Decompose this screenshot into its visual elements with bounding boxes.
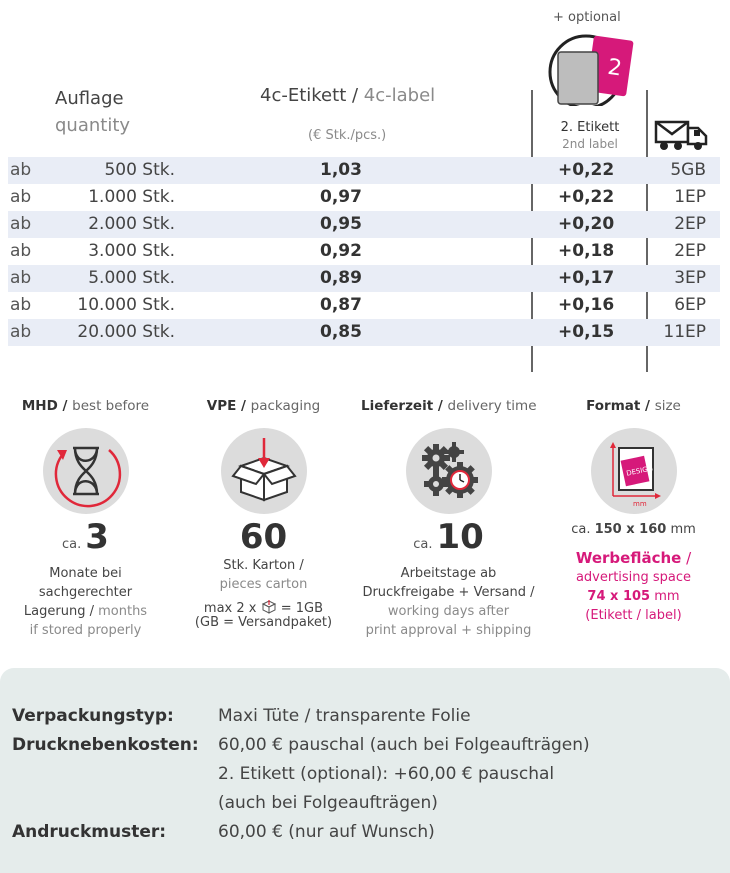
hourglass-svg-icon bbox=[43, 428, 129, 514]
delivery-value: ca. 10 bbox=[413, 517, 484, 557]
packaging-type-value: Maxi Tüte / transparente Folie bbox=[218, 706, 471, 726]
price-table bbox=[8, 157, 720, 346]
table-row: ab 500 Stk. 1,03 +0,22 5GB bbox=[8, 157, 720, 184]
vpe-title: VPE / packaging bbox=[206, 398, 321, 414]
mhd-title: MHD / best before bbox=[21, 398, 150, 414]
format-svg-icon bbox=[591, 428, 677, 514]
delivery-title: Lieferzeit / delivery time bbox=[361, 398, 537, 414]
mhd-value: ca. 3 bbox=[62, 517, 109, 557]
svg-text:mm: mm bbox=[632, 500, 647, 508]
gears-svg-icon bbox=[406, 428, 492, 514]
mhd-column bbox=[0, 398, 173, 640]
delivery-column bbox=[361, 398, 536, 640]
second-label-illustration-icon bbox=[546, 30, 638, 106]
format-column bbox=[546, 398, 721, 625]
gears-clock-icon bbox=[406, 428, 492, 514]
format-icon bbox=[591, 428, 677, 514]
details-box bbox=[0, 668, 730, 873]
table-row: ab 2.000 Stk. 0,95 +0,20 2EP bbox=[8, 211, 720, 238]
packaging-type-label: Verpackungstyp: bbox=[12, 706, 174, 726]
table-row: ab 5.000 Stk. 0,89 +0,17 3EP bbox=[8, 265, 720, 292]
mhd-description: Monate bei sachgerechter Lagerung / months if stored properly bbox=[23, 566, 148, 638]
delivery-description: Arbeitstage ab Druckfreigabe + Versand / working days after print approval + shipping bbox=[362, 566, 535, 638]
proof-label: Andruckmuster: bbox=[12, 822, 167, 842]
format-title: Format / size bbox=[586, 398, 681, 414]
quantity-header: Auflage bbox=[55, 88, 124, 109]
vpe-column bbox=[176, 398, 351, 630]
box-icon bbox=[221, 428, 307, 514]
vpe-value: 60 bbox=[239, 517, 288, 557]
table-row: ab 1.000 Stk. 0,97 +0,22 1EP bbox=[10, 187, 706, 207]
quantity-header-en: quantity bbox=[55, 115, 131, 136]
label-price-header: 4c-Etikett / 4c-label bbox=[260, 85, 436, 106]
proof-value: 60,00 € (nur auf Wunsch) bbox=[218, 822, 435, 842]
svg-text:2: 2 bbox=[606, 54, 624, 82]
print-costs-label: Drucknebenkosten: bbox=[12, 735, 199, 755]
optional-note: + optional bbox=[553, 10, 621, 25]
second-label-costs: 2. Etikett (optional): +60,00 € pauschal bbox=[218, 764, 555, 784]
small-box-icon bbox=[261, 600, 277, 614]
table-row: ab 20.000 Stk. 0,85 +0,15 11EP bbox=[8, 319, 720, 346]
advertising-space: Werbefläche / advertising space 74 x 105 mm (Etikett / label) bbox=[575, 549, 692, 623]
format-size: ca. 150 x 160 mm bbox=[571, 522, 696, 537]
vpe-description: Stk. Karton / pieces carton max 2 x = 1GB (GB = Versandpaket) bbox=[194, 558, 333, 630]
svg-text:DESIGN: DESIGN bbox=[625, 464, 654, 478]
table-row: ab 3.000 Stk. 0,92 +0,18 2EP bbox=[10, 241, 706, 261]
second-label-costs-note: (auch bei Folgeaufträgen) bbox=[218, 793, 438, 813]
delivery-truck-icon bbox=[654, 118, 710, 152]
second-label-header-en: 2nd label bbox=[562, 137, 618, 151]
table-row: ab 10.000 Stk. 0,87 +0,16 6EP bbox=[10, 295, 706, 315]
box-svg-icon bbox=[221, 428, 307, 514]
second-label-header: 2. Etikett bbox=[560, 120, 620, 135]
price-unit: (€ Stk./pcs.) bbox=[308, 128, 387, 143]
print-costs-value: 60,00 € pauschal (auch bei Folgeaufträgen) bbox=[218, 735, 590, 755]
hourglass-icon bbox=[43, 428, 129, 514]
